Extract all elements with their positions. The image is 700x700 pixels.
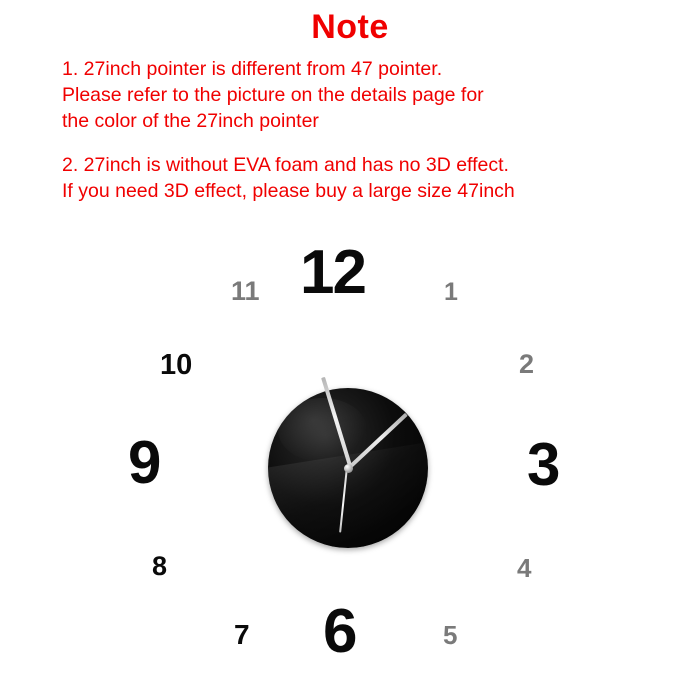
numeral-11: 11 bbox=[231, 276, 260, 306]
numeral-1: 1 bbox=[444, 278, 458, 306]
note-body bbox=[62, 56, 662, 204]
numeral-8: 8 bbox=[152, 551, 168, 581]
numeral-3: 3 bbox=[527, 431, 561, 498]
wall-clock bbox=[0, 228, 700, 700]
note-title: Note bbox=[311, 8, 389, 46]
note-line: the color of the 27inch pointer bbox=[62, 110, 319, 132]
numeral-2: 2 bbox=[519, 349, 535, 379]
face-highlight bbox=[278, 398, 368, 462]
numeral-9: 9 bbox=[128, 429, 162, 496]
note-line: 2. 27inch is without EVA foam and has no 3D effect. bbox=[62, 154, 509, 176]
note-line: 1. 27inch pointer is different from 47 pointer. bbox=[62, 58, 443, 80]
numeral-7: 7 bbox=[234, 619, 250, 650]
note-line: If you need 3D effect, please buy a large size 47inch bbox=[62, 180, 515, 202]
numeral-10: 10 bbox=[160, 349, 193, 381]
numeral-4: 4 bbox=[517, 553, 532, 583]
center-cap bbox=[344, 464, 353, 473]
note-paragraph-1 bbox=[62, 56, 662, 134]
note-paragraph-2 bbox=[62, 152, 662, 204]
note-line: Please refer to the picture on the details page for bbox=[62, 84, 484, 106]
numeral-6: 6 bbox=[323, 597, 358, 666]
numeral-5: 5 bbox=[443, 620, 458, 650]
numeral-12: 12 bbox=[300, 238, 365, 307]
